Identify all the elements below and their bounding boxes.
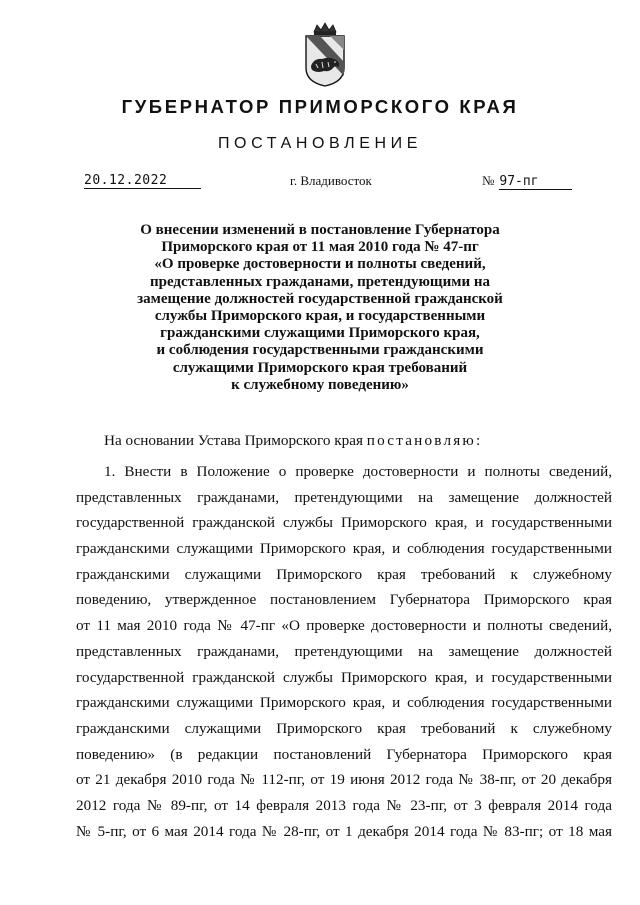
body-line: представленных гражданами, претендующими на замещение должностей <box>76 488 612 506</box>
document-type: ПОСТАНОВЛЕНИЕ <box>217 135 423 152</box>
body-line: гражданскими служащими Приморского края требований к служебному <box>76 565 612 583</box>
heading-line: к служебному поведению» <box>231 376 409 393</box>
body-line: гражданскими служащими Приморского края, и соблюдения государственными <box>76 540 612 558</box>
preamble-text: На основании Устава Приморского края <box>104 432 363 449</box>
heading-line: и соблюдения государственными гражданскими <box>156 342 484 359</box>
heading-line: службы Приморского края, и государственными <box>154 308 486 325</box>
body-line: представленных гражданами, претендующими на замещение должностей <box>76 642 612 660</box>
coat-of-arms-icon <box>300 22 350 88</box>
document-city: г. Владивосток <box>290 173 372 188</box>
body-line: от 11 мая 2010 года № 47-пг «О проверке достоверности и полноты сведений, <box>76 617 612 635</box>
preamble-verb: постановляю <box>366 432 476 449</box>
document-date: 20.12.2022 <box>84 173 201 189</box>
heading-line: представленных гражданами, претендующими на <box>149 273 490 290</box>
body-text <box>76 459 612 844</box>
heading-line: гражданскими служащими Приморского края, <box>160 325 480 342</box>
heading-line: замещение должностей государственной гражданской <box>137 290 503 307</box>
preamble-colon: : <box>475 432 481 449</box>
body-line: 2012 года № 89-пг, от 14 февраля 2013 года № 23-пг, от 3 февраля 2014 года <box>76 796 612 814</box>
body-line: 1. Внести в Положение о проверке достоверности и полноты сведений, <box>104 463 612 480</box>
body-line: гражданскими служащими Приморского края, и соблюдения государственными <box>76 694 612 712</box>
document-heading <box>60 222 580 394</box>
body-line: № 5-пг, от 6 мая 2014 года № 28-пг, от 1 декабря 2014 года № 83-пг; от 18 мая <box>76 822 612 840</box>
heading-line: О внесении изменений в постановление Губернатора <box>140 222 500 238</box>
number-sign: № <box>482 173 495 188</box>
body-line: гражданскими служащими Приморского края требований к служебному <box>76 719 612 737</box>
heading-line: «О проверке достоверности и полноты сведений, <box>154 256 486 273</box>
heading-line: Приморского края от 11 мая 2010 года № 47-пг <box>161 239 479 256</box>
document-number <box>482 173 572 190</box>
body-line: от 21 декабря 2010 года № 112-пг, от 19 июня 2012 года № 38-пг, от 20 декабря <box>76 771 612 789</box>
body-line: поведению» (в редакции постановлений Губернатора Приморского края <box>76 745 612 763</box>
issuer-title: ГУБЕРНАТОР ПРИМОРСКОГО КРАЯ <box>121 96 519 117</box>
body-line: государственной гражданской службы Приморского края, и государственными <box>76 668 612 686</box>
body-line: поведению, утвержденное постановлением Губернатора Приморского края <box>76 591 612 609</box>
number-value: 97-пг <box>499 174 572 190</box>
heading-line: служащими Приморского края требований <box>172 359 468 376</box>
body-line: государственной гражданской службы Приморского края, и государственными <box>76 514 612 532</box>
preamble <box>104 432 640 450</box>
